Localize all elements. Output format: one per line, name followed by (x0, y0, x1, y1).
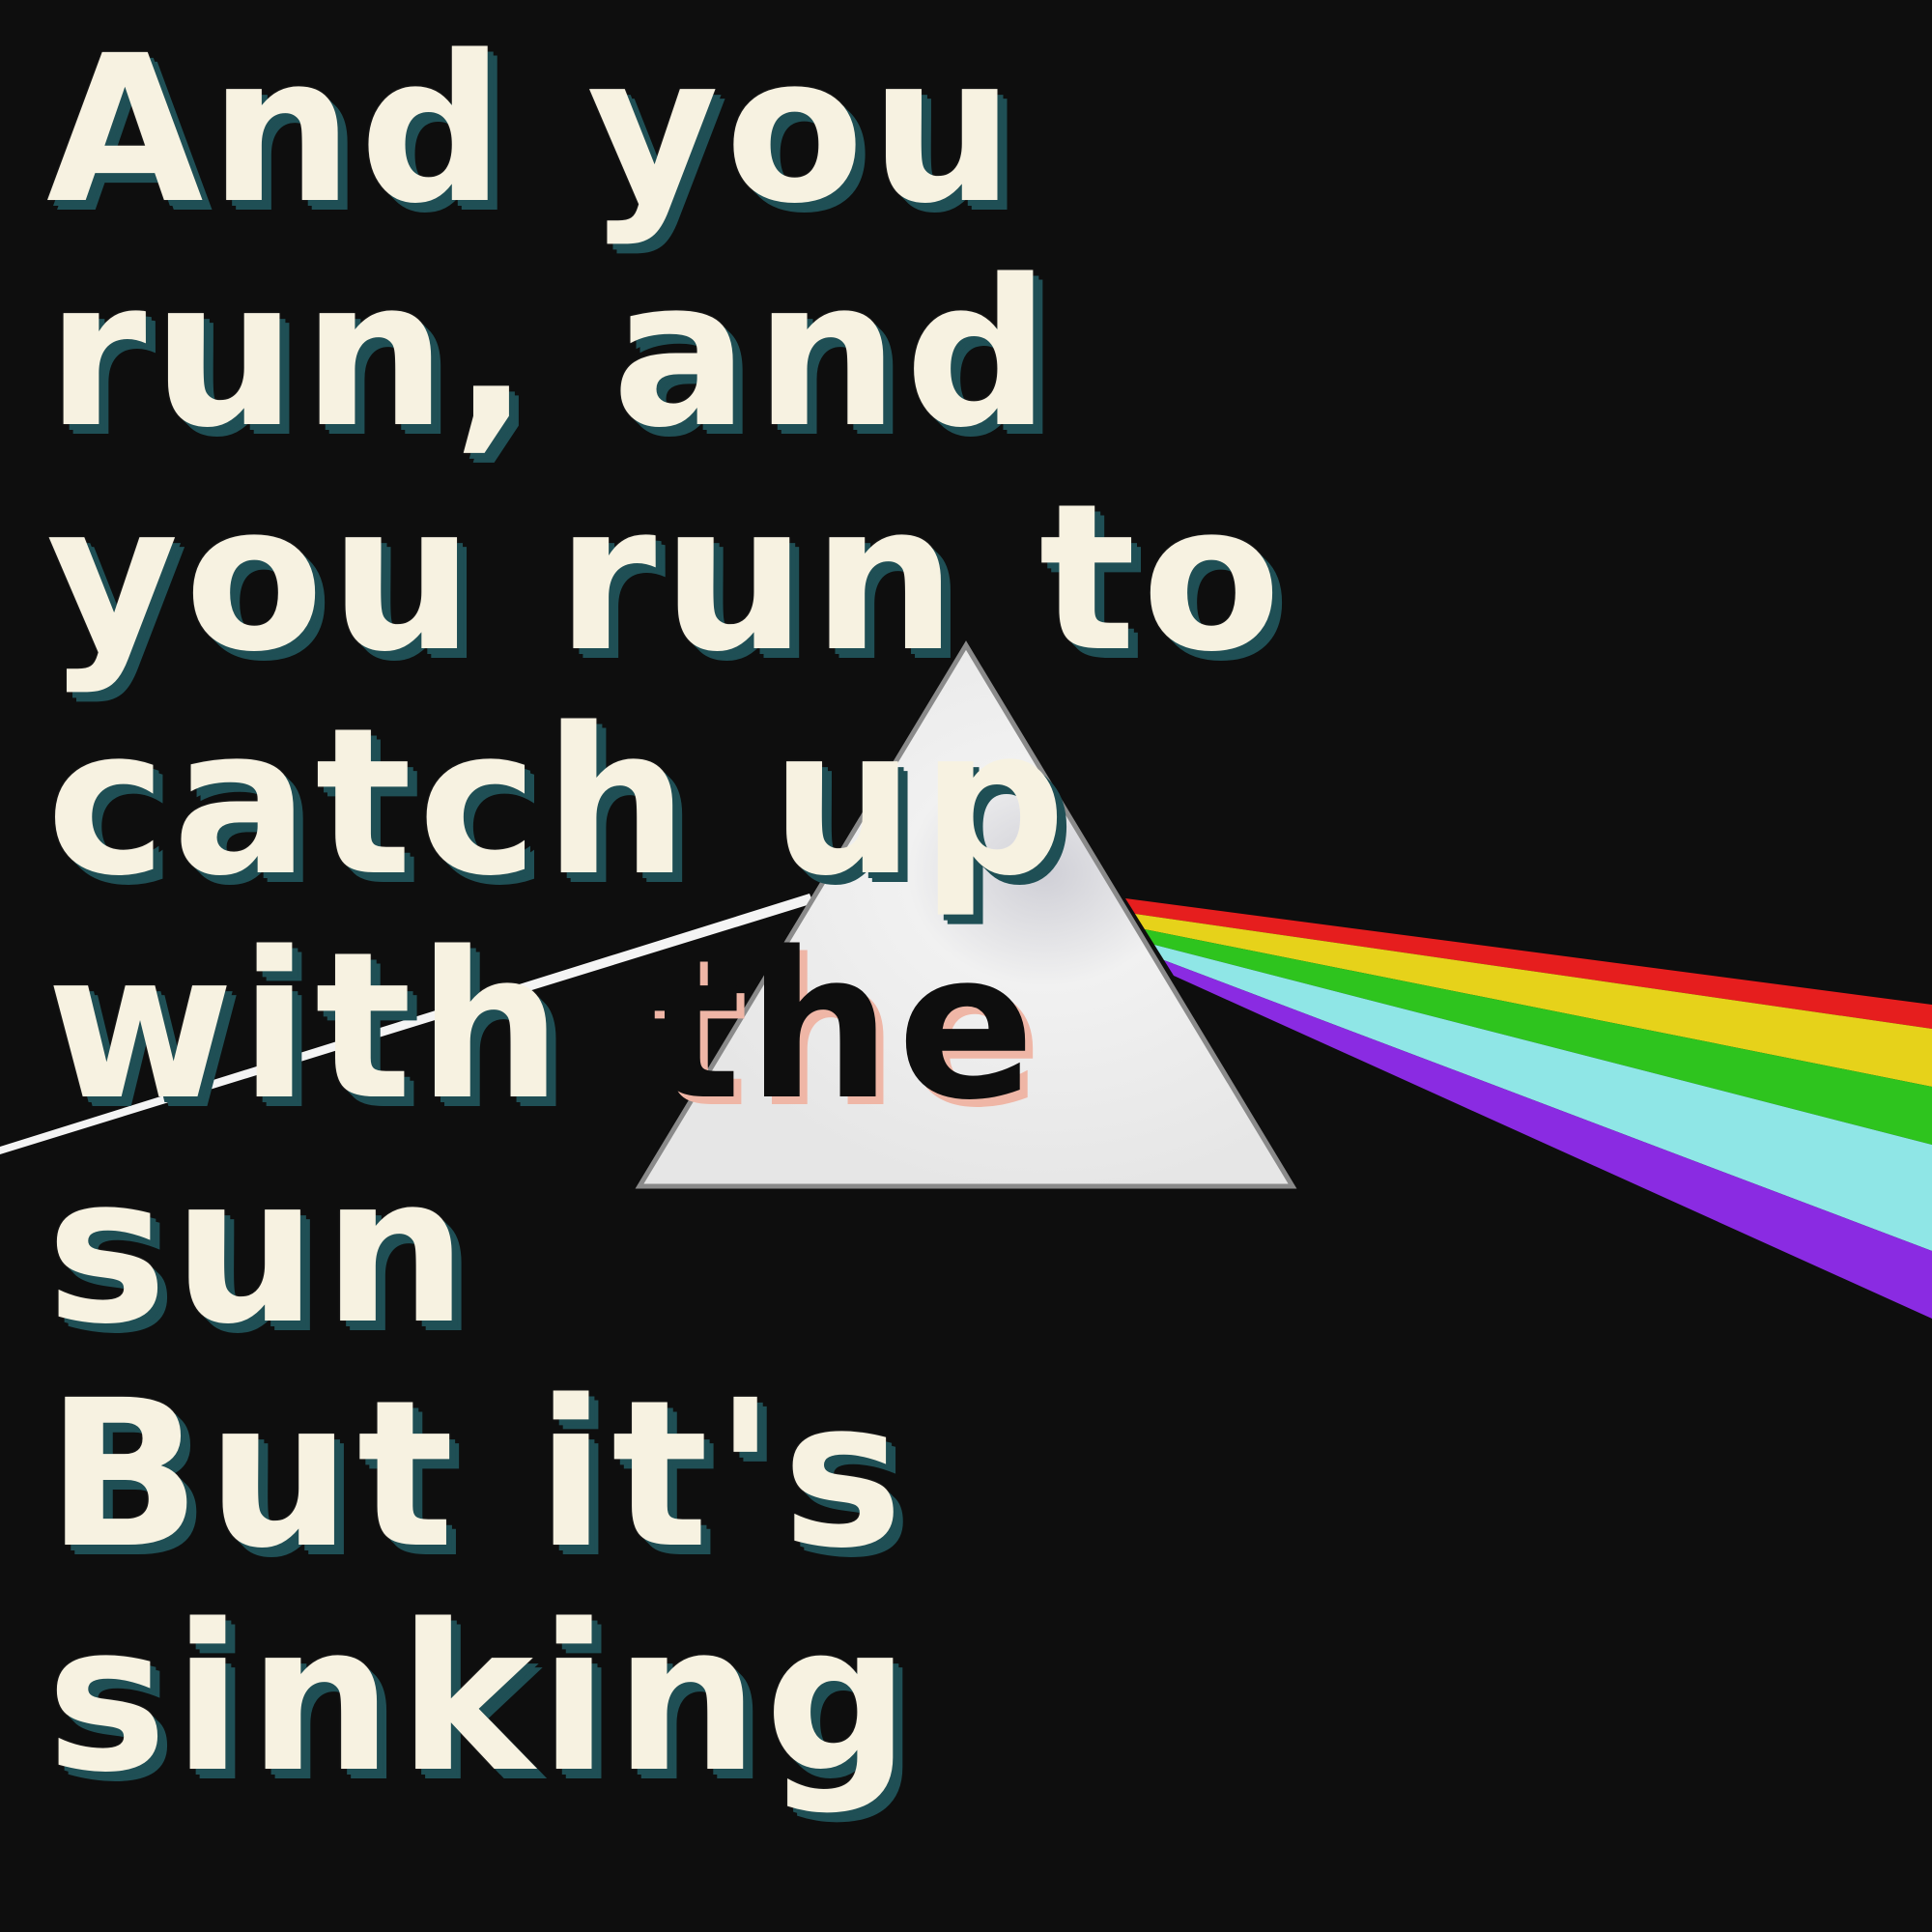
lyric-line-6: sun (46, 1132, 473, 1369)
lyrics-text (46, 0, 1882, 1932)
lyric-word-in-prism: the (643, 908, 1041, 1145)
lyric-line-5 (46, 908, 1041, 1145)
lyric-line-7: But it's (46, 1356, 909, 1593)
lyric-line-4: catch up (46, 684, 1072, 921)
lyric-line-8: sinking (46, 1580, 916, 1817)
lyric-line-2: run, and (46, 236, 1056, 472)
lyric-line-5-start: with (46, 908, 644, 1145)
lyric-line-3: you run to (46, 460, 1288, 696)
lyric-line-1: And you (46, 12, 1021, 248)
